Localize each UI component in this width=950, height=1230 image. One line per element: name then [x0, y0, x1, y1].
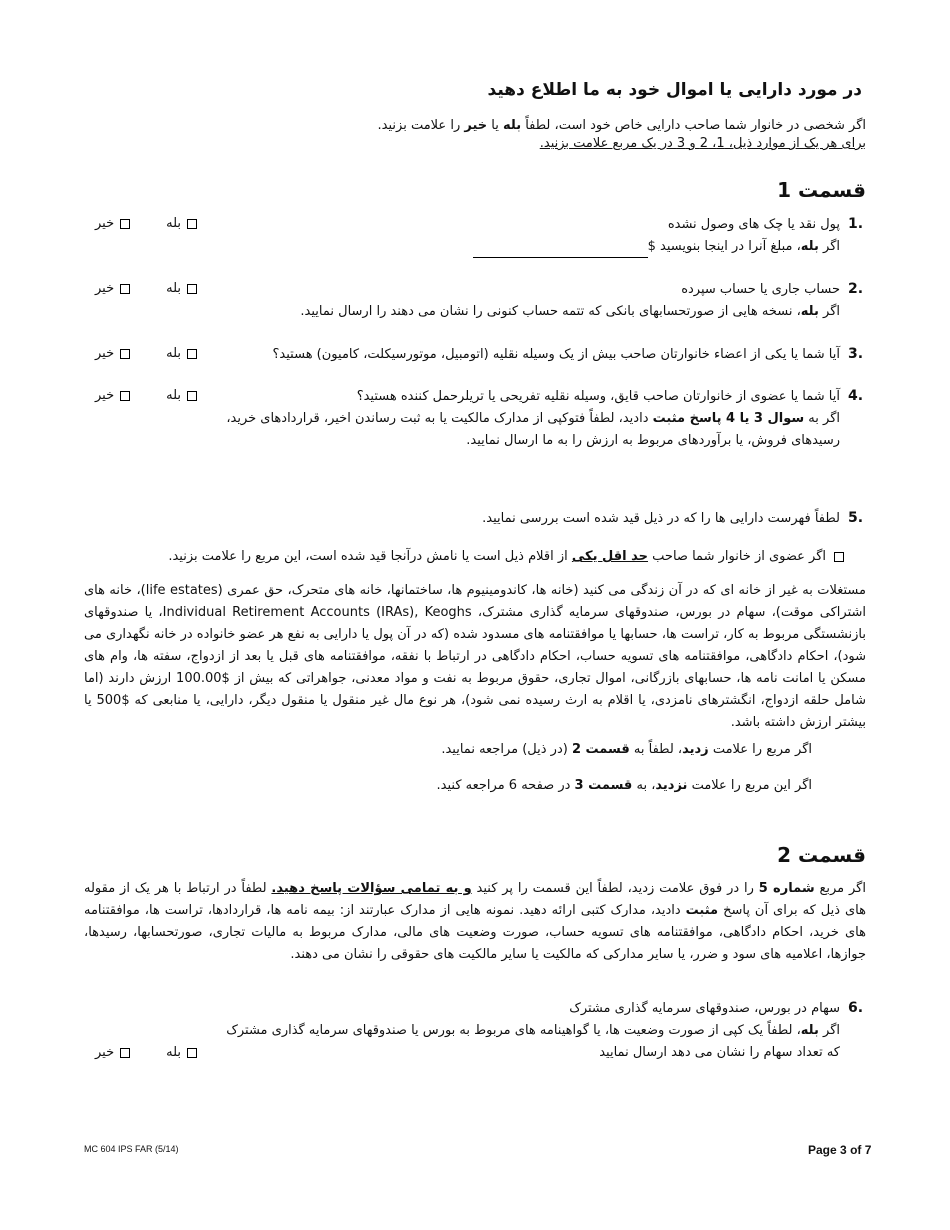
question-4-sub-2: رسیدهای فروش، یا برآوردهای مربوط به ارزش را به ما ارسال نمایید.	[466, 433, 840, 448]
question-1-text: پول نقد یا چک های وصول نشده	[667, 217, 840, 232]
yes-label: بله	[166, 388, 182, 403]
question-5-if-checked: اگر مربع را علامت زدید، لطفاً به قسمت 2 (در ذیل) مراجعه نمایید.	[441, 742, 812, 757]
question-3-options	[95, 346, 235, 361]
question-2-yes-checkbox[interactable]	[187, 284, 197, 294]
question-6	[226, 998, 840, 1064]
no-label: خیر	[95, 1045, 115, 1060]
question-1	[473, 214, 840, 258]
yes-label: بله	[166, 281, 182, 296]
no-label: خیر	[95, 281, 115, 296]
question-1-sub: اگر بله، مبلغ آنرا در اینجا بنویسید $	[473, 236, 840, 258]
section-2-title: قسمت 2	[777, 843, 866, 867]
no-label: خیر	[95, 346, 115, 361]
question-4-no-checkbox[interactable]	[120, 391, 130, 401]
question-3-text: آیا شما یا یکی از اعضاء خانوارتان صاحب بیش از یک وسیله نقلیه (اتومبیل، موتورسیکلت، کامیون) هستید؟	[272, 347, 840, 362]
question-2-no-checkbox[interactable]	[120, 284, 130, 294]
yes-label: بله	[166, 346, 182, 361]
question-2	[300, 279, 840, 323]
question-2-sub: اگر بله، نسخه هایی از صورتحسابهای بانکی که تتمه حساب کنونی را نشان می دهند را ارسال نمایید.	[300, 304, 840, 319]
intro-line-2: برای هر یک از موارد ذیل، 1، 2 و 3 در یک مربع علامت بزنید.	[539, 136, 866, 151]
section-1-title: قسمت 1	[777, 178, 866, 202]
question-5-assets-paragraph: مستغلات به غیر از خانه ای که در آن زندگی می کنید (خانه ها، کاندومینیوم ها، ساختمانها، خانه های متحرک، حق عمری (life estates)، خانه های اشتراکی موقت)، سهام در بورس، صندوقهای سرمایه گذاری مشترک، Individual Retirement Accounts (IRAs), Keoghs، یا صندوقهای بازنشستگی مربوط به کار، تراست ها، حسابها یا موافقتنامه های مسدود شده (که در آن پول یا دارایی به نفع هر عضو خانواده در خانه نگهداری می شود)، احکام دادگاهی، موافقتنامه های تسویه حساب، احکام دادگاهی در ارتباط با نفقه، موافقتنامه های قبل یا بعد از ازدواج، سفته ها، وام های مسکن یا امانت نامه ها، حسابهای بازرگانی، اموال تجاری، حقوق مربوط به نفت و مواد معدنی، جواهراتی که بیش از $100.00 ارزش دارند (اما شامل حلقه ازدواج، انگشترهای نامزدی، یا اقلام به ارث رسیده نمی شود)، هر نوع مال غیر منقول یا منقول دیگر، دارایی، یا منابعی که $500 یا بیشتر ارزش داشته باشد.	[84, 583, 866, 730]
question-2-number: 2.	[848, 281, 864, 297]
question-6-number: 6.	[848, 1000, 864, 1016]
question-3-number: 3.	[848, 346, 864, 362]
question-1-number: 1.	[848, 216, 864, 232]
no-label: خیر	[95, 216, 115, 231]
form-id: MC 604 IPS FAR (5/14)	[84, 1144, 179, 1154]
section-2-paragraph: اگر مربع شماره 5 را در فوق علامت زدید، لطفاً این قسمت را پر کنید و به تمامی سؤالات پاسخ دهید. لطفاً در ارتباط با هر یک از مقوله های ذیل که برای آن پاسخ مثبت دادید، مدارک کتبی ارائه دهید. نمونه هایی از مدارک عبارتند از: بیمه نامه ها، قراردادها، تراست ها، موافقتنامه های خرید، احکام دادگاهی، موافقتنامه های تسویه حساب، صورت وضعیت های مالی، مدارک مربوط به مالیات تجاری، صورتحسابها، رسیدها، جوازها، اعلامیه های سود و ضرر، یا سایر مدارکی که مالکیت یا سایر مالکیت های حقوقی را نشان می دهند.	[84, 881, 866, 962]
question-6-yes-checkbox[interactable]	[187, 1048, 197, 1058]
question-6-options	[95, 1045, 235, 1060]
question-4-yes-checkbox[interactable]	[187, 391, 197, 401]
question-2-options	[95, 281, 235, 296]
question-5-checkbox-label: اگر عضوی از خانوار شما صاحب حد اقل یکی از اقلام ذیل است یا نامش درآنجا قید شده است، این مربع را علامت بزنید.	[168, 549, 826, 564]
question-6-sub-2: که تعداد سهام را نشان می دهد ارسال نمایید	[599, 1045, 840, 1060]
page-title: در مورد دارایی یا اموال خود به ما اطلاع دهید	[487, 80, 862, 100]
question-6-text: سهام در بورس، صندوقهای سرمایه گذاری مشترک	[569, 1001, 840, 1016]
yes-label: بله	[166, 216, 182, 231]
question-1-yes-checkbox[interactable]	[187, 219, 197, 229]
question-3-no-checkbox[interactable]	[120, 349, 130, 359]
question-4-options	[95, 388, 235, 403]
question-6-sub-1: اگر بله، لطفاً یک کپی از صورت وضعیت ها، یا گواهینامه های مربوط به بورس یا صندوقهای سرمایه گذاری مشترک	[226, 1023, 840, 1038]
question-5-if-not-checked: اگر این مربع را علامت نزدید، به قسمت 3 در صفحه 6 مراجعه کنید.	[436, 778, 812, 793]
question-5-checkbox-row	[168, 549, 844, 564]
intro-line-1: اگر شخصی در خانوار شما صاحب دارایی خاص خود است، لطفاً بله یا خیر را علامت بزنید.	[377, 118, 866, 133]
amount-field[interactable]	[473, 245, 648, 258]
question-5-text: لطفاً فهرست دارایی ها را که در ذیل قید شده است بررسی نمایید.	[482, 511, 840, 526]
question-1-no-checkbox[interactable]	[120, 219, 130, 229]
question-5-number: 5.	[848, 510, 864, 526]
question-4-text: آیا شما یا عضوی از خانوارتان صاحب قایق، وسیله نقلیه تفریحی یا تریلرحمل کننده هستید؟	[356, 389, 840, 404]
question-4-number: 4.	[848, 388, 864, 404]
question-5-checkbox[interactable]	[834, 552, 844, 562]
question-3-yes-checkbox[interactable]	[187, 349, 197, 359]
yes-label: بله	[166, 1045, 182, 1060]
page-number: Page 3 of 7	[808, 1143, 872, 1157]
no-label: خیر	[95, 388, 115, 403]
question-4	[226, 386, 840, 452]
question-6-no-checkbox[interactable]	[120, 1048, 130, 1058]
question-2-text: حساب جاری یا حساب سپرده	[681, 282, 840, 297]
question-1-options	[95, 216, 235, 231]
question-4-sub-1: اگر به سوال 3 یا 4 پاسخ مثبت دادید، لطفاً فتوکپی از مدارک مالکیت یا به ثبت رساندن اخیر، قراردادهای خرید،	[226, 411, 840, 426]
